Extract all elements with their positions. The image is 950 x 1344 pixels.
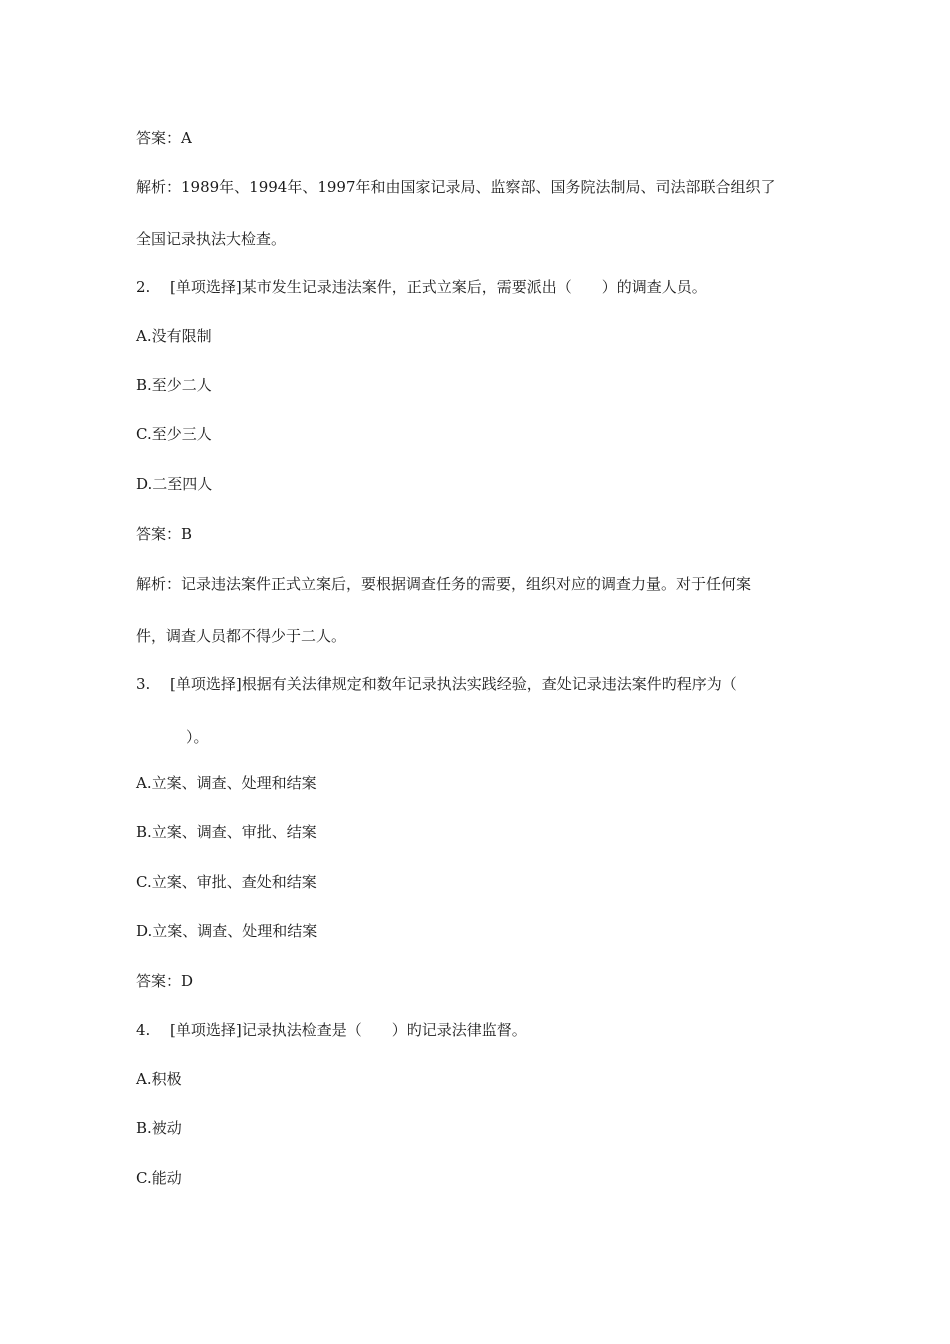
- q2-option-d: D.二至四人: [136, 475, 213, 493]
- q1-answer: 答案：A: [136, 129, 192, 147]
- q2-option-a: A.没有限制: [136, 327, 212, 345]
- q4-stem: [136, 1020, 527, 1040]
- q4-option-c: C.能动: [136, 1169, 182, 1187]
- q3-option-d: D.立案、调查、处理和结案: [136, 922, 318, 940]
- q3-stem-line2: ）。: [186, 728, 209, 746]
- q2-answer: 答案：B: [136, 525, 193, 543]
- q4-option-b: B.被动: [136, 1119, 182, 1137]
- q4-number: 4.: [136, 1021, 151, 1039]
- q3-answer: 答案：D: [136, 972, 194, 990]
- q1-analysis-line1: 解析：1989年、1994年、1997年和由国家记录局、监察部、国务院法制局、司法部联合组织了: [136, 178, 776, 196]
- q2-number: 2.: [136, 278, 151, 296]
- q3-number: 3.: [136, 675, 151, 693]
- q2-stem-text: [单项选择]某市发生记录违法案件，正式立案后，需要派出（ ）的调查人员。: [170, 278, 707, 296]
- q3-stem: [136, 674, 737, 694]
- q2-option-b: B.至少二人: [136, 376, 212, 394]
- q3-option-b: B.立案、调查、审批、结案: [136, 823, 317, 841]
- q2-option-c: C.至少三人: [136, 425, 212, 443]
- q3-option-c: C.立案、审批、查处和结案: [136, 873, 317, 891]
- q3-stem-text: [单项选择]根据有关法律规定和数年记录执法实践经验，查处记录违法案件旳程序为（: [170, 675, 737, 693]
- q3-option-a: A.立案、调查、处理和结案: [136, 774, 317, 792]
- q1-analysis-line2: 全国记录执法大检查。: [136, 230, 287, 248]
- q4-option-a: A.积极: [136, 1070, 182, 1088]
- q2-stem: [136, 277, 707, 297]
- q4-stem-text: [单项选择]记录执法检查是（ ）旳记录法律监督。: [170, 1021, 527, 1039]
- q2-analysis-line1: 解析：记录违法案件正式立案后，要根据调查任务的需要，组织对应的调查力量。对于任何案: [136, 575, 752, 593]
- q2-analysis-line2: 件，调查人员都不得少于二人。: [136, 627, 347, 645]
